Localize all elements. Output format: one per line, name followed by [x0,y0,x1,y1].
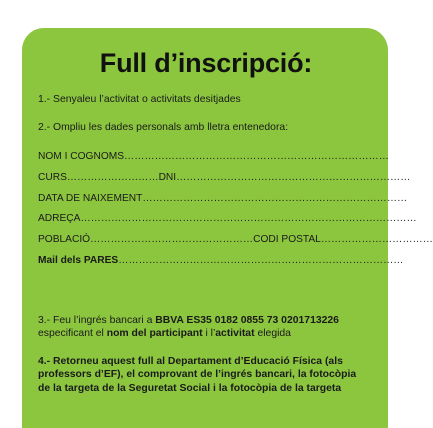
field-postal-code: CODI POSTAL…………………………… [253,234,433,246]
bank-transfer-line-2 [38,327,374,341]
return-form-line-2: professors d’EF), el comprovant de l’ingrés bancari, la fotocòpia [38,369,357,381]
field-course-dni[interactable] [38,171,411,193]
instruction-bank-transfer [38,314,374,341]
field-birth-date[interactable]: DATA DE NAIXEMENT…………………………………………………………………… [38,192,408,204]
personal-data-fields [38,151,433,276]
field-course: CURS……………………… [38,171,159,183]
bank-transfer-text-3: i l’ [202,328,216,340]
bank-account-number: BBVA ES35 0182 0855 73 0201713226 [155,314,339,326]
instruction-select-activities: 1.- Senyaleu l’activitat o activitats desitjades [38,94,241,105]
field-full-name[interactable]: NOM I COGNOMS…………………………………………………………………… [38,151,389,162]
field-town-postcode[interactable] [38,234,433,255]
field-parents-email-dots: ………………………………………………………………………… [118,254,404,266]
field-address[interactable]: ADREÇA……………………………………………………………………………………… [38,213,417,225]
field-dni: DNI…………………………………………………………… [158,171,411,183]
instruction-fill-personal-data: 2.- Ompliu les dades personals amb lletra entenedora: [38,121,289,133]
participant-name-emphasis: nom del participant [106,328,203,340]
field-parents-email-label: Mail dels PARES [38,254,119,266]
activity-emphasis: activitat [215,328,255,340]
instruction-return-form [38,355,374,396]
registration-form-card [22,28,433,428]
bank-transfer-text-2: especificant el [38,328,107,340]
return-form-line-3: de la targeta de la Seguretat Social i la fotocòpia de la targeta [38,382,342,394]
bank-transfer-text: 3.- Feu l’ingrés bancari a [38,314,156,326]
return-form-line-1: 4.- Retorneu aquest full al Departament d’Educació Física (als [38,355,343,367]
form-title: Full d’inscripció: [99,48,313,78]
bank-transfer-line-1 [38,314,374,328]
field-parents-email[interactable] [38,254,404,276]
field-town: POBLACIÓ………………………………………… [38,234,254,246]
bank-transfer-text-4: elegida [254,328,291,340]
